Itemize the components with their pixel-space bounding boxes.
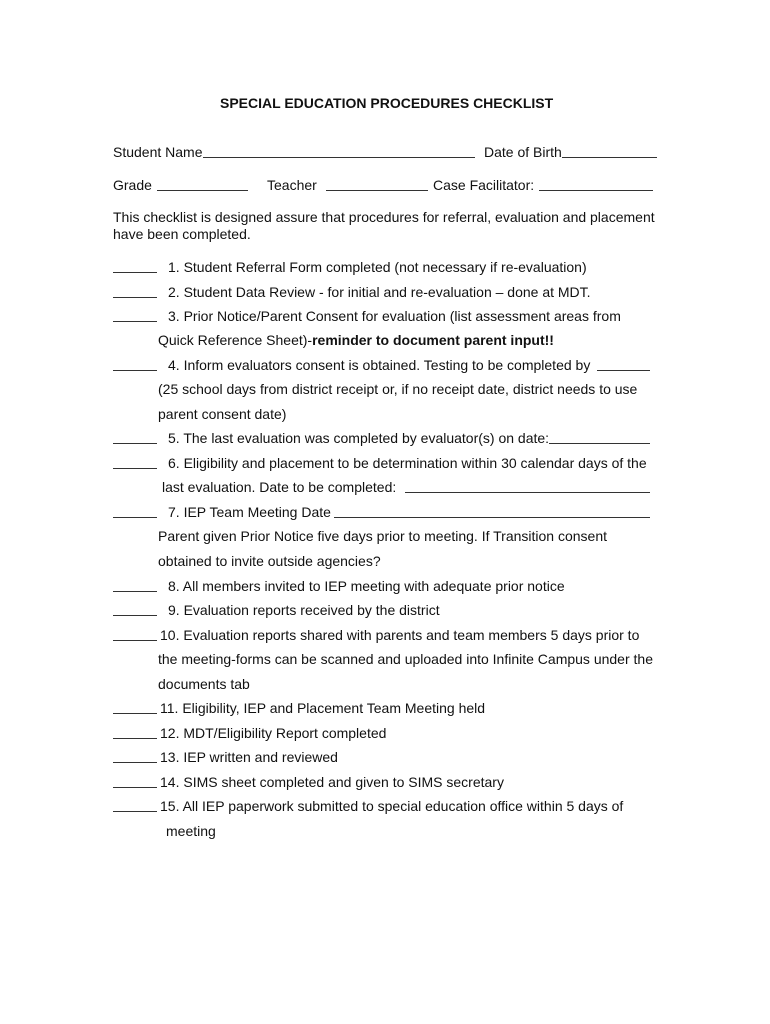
- item-10-line-1: 10. Evaluation reports shared with parents and team members 5 days prior to: [160, 627, 640, 643]
- item-5: 5. The last evaluation was completed by evaluator(s) on date:: [168, 430, 550, 446]
- grade-blank[interactable]: [157, 176, 248, 191]
- item-12: 12. MDT/Eligibility Report completed: [160, 725, 387, 741]
- item-11: 11. Eligibility, IEP and Placement Team Meeting held: [160, 700, 486, 716]
- item-9: 9. Evaluation reports received by the district: [168, 602, 440, 618]
- date-of-birth-label: Date of Birth: [484, 144, 562, 160]
- item-14: 14. SIMS sheet completed and given to SIMS secretary: [160, 774, 504, 790]
- item-4-line-2: (25 school days from district receipt or, if no receipt date, district needs to use: [158, 381, 638, 397]
- checkbox-blank-13[interactable]: [113, 748, 157, 763]
- checkbox-blank-5[interactable]: [113, 429, 157, 444]
- checkbox-blank-15[interactable]: [113, 797, 157, 812]
- item-1: 1. Student Referral Form completed (not necessary if re-evaluation): [168, 259, 587, 275]
- item-7-date-blank[interactable]: [334, 503, 650, 518]
- intro-line-1: This checklist is designed assure that procedures for referral, evaluation and placement: [113, 209, 655, 225]
- item-4-line-3: parent consent date): [158, 406, 287, 422]
- checkbox-blank-7[interactable]: [113, 503, 157, 518]
- checkbox-blank-1[interactable]: [113, 258, 157, 273]
- intro-line-2: have been completed.: [113, 226, 251, 242]
- page-title: SPECIAL EDUCATION PROCEDURES CHECKLIST: [220, 95, 554, 111]
- item-3-line-2: [158, 331, 554, 349]
- checkbox-blank-8[interactable]: [113, 577, 157, 592]
- item-4-line-1: 4. Inform evaluators consent is obtained. Testing to be completed by: [168, 357, 591, 373]
- item-2: 2. Student Data Review - for initial and re-evaluation – done at MDT.: [168, 284, 591, 300]
- item-8: 8. All members invited to IEP meeting with adequate prior notice: [168, 578, 565, 594]
- checkbox-blank-9[interactable]: [113, 601, 157, 616]
- checkbox-blank-4[interactable]: [113, 356, 157, 371]
- item-4-date-blank[interactable]: [597, 356, 650, 371]
- item-13: 13. IEP written and reviewed: [160, 749, 338, 765]
- item-7-line-1: 7. IEP Team Meeting Date: [168, 504, 331, 520]
- item-10-line-3: documents tab: [158, 676, 250, 692]
- checkbox-blank-2[interactable]: [113, 283, 157, 298]
- checkbox-blank-14[interactable]: [113, 773, 157, 788]
- teacher-label: Teacher: [267, 177, 317, 193]
- checkbox-blank-6[interactable]: [113, 454, 157, 469]
- item-15-line-2: meeting: [166, 823, 216, 839]
- student-name-blank[interactable]: [203, 143, 475, 158]
- item-5-date-blank[interactable]: [549, 429, 650, 444]
- checkbox-blank-3[interactable]: [113, 307, 157, 322]
- item-3-line-1: 3. Prior Notice/Parent Consent for evaluation (list assessment areas from: [168, 308, 621, 324]
- item-15-line-1: 15. All IEP paperwork submitted to special education office within 5 days of: [160, 798, 624, 814]
- case-facilitator-label: Case Facilitator:: [433, 177, 535, 193]
- item-6-line-2: last evaluation. Date to be completed:: [162, 479, 397, 495]
- item-3-reminder: reminder to document parent input!!: [312, 332, 554, 348]
- date-of-birth-blank[interactable]: [562, 143, 657, 158]
- item-10-line-2: the meeting-forms can be scanned and uploaded into Infinite Campus under the: [158, 651, 653, 667]
- case-facilitator-blank[interactable]: [539, 176, 653, 191]
- student-name-label: Student Name: [113, 144, 203, 160]
- item-3-text: Quick Reference Sheet)-: [158, 332, 313, 348]
- item-7-line-2: Parent given Prior Notice five days prior to meeting. If Transition consent: [158, 528, 607, 544]
- item-7-line-3: obtained to invite outside agencies?: [158, 553, 381, 569]
- grade-label: Grade: [113, 177, 152, 193]
- checkbox-blank-11[interactable]: [113, 699, 157, 714]
- checkbox-blank-12[interactable]: [113, 724, 157, 739]
- checkbox-blank-10[interactable]: [113, 626, 157, 641]
- item-6-line-1: 6. Eligibility and placement to be determination within 30 calendar days of the: [168, 455, 647, 471]
- item-6-date-blank[interactable]: [405, 478, 650, 493]
- teacher-blank[interactable]: [326, 176, 428, 191]
